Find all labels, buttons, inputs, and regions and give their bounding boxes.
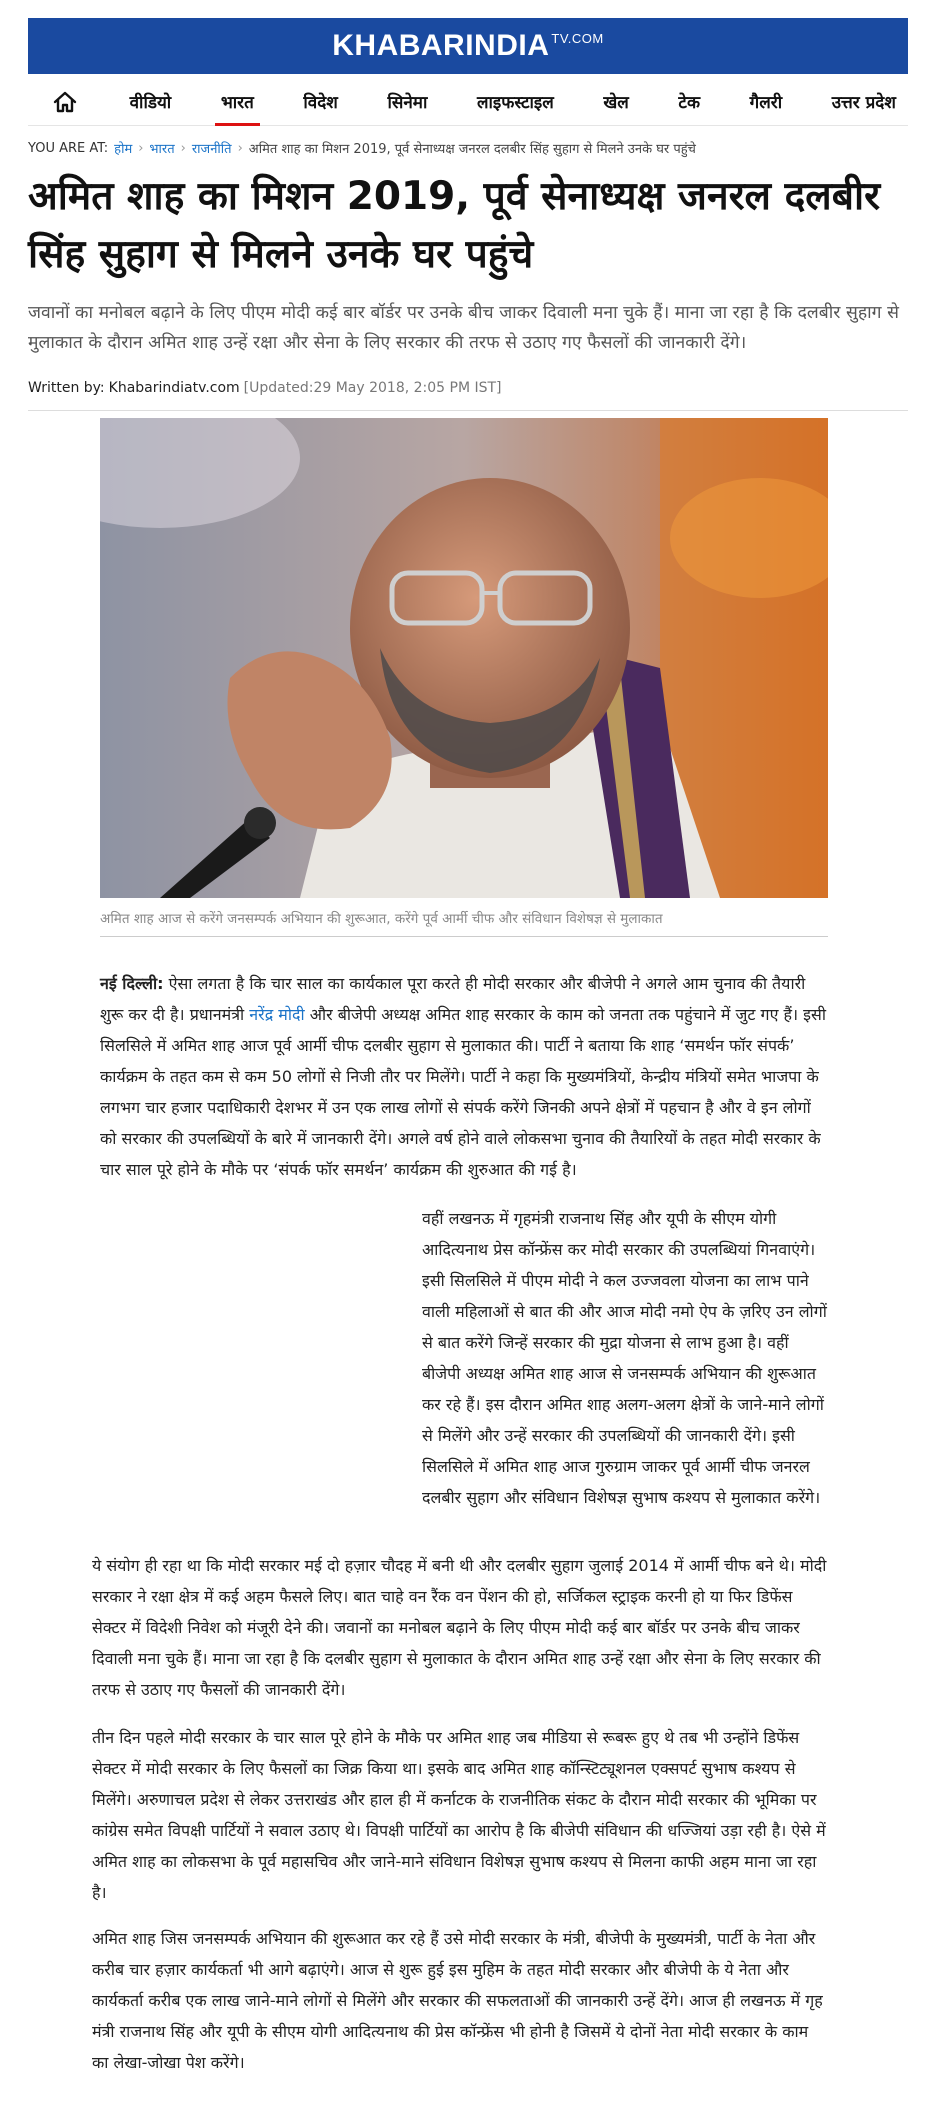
nav-item-bharat[interactable]: भारत — [221, 78, 254, 126]
hero-photo — [100, 418, 828, 898]
main-nav — [28, 78, 908, 126]
nav-home[interactable] — [50, 87, 80, 117]
breadcrumb-section[interactable]: भारत — [149, 142, 175, 157]
nav-item-tech[interactable]: टेक — [678, 93, 701, 113]
byline — [28, 376, 908, 400]
byline-label: Written by: — [28, 380, 105, 396]
site-header — [28, 18, 908, 74]
nav-item-uttar-pradesh[interactable]: उत्तर प्रदेश — [831, 93, 896, 113]
logo-text: KHABARINDIA — [332, 29, 550, 62]
article-paragraph: अमित शाह जिस जनसम्पर्क अभियान की शुरूआत कर रहे हैं उसे मोदी सरकार के मंत्री, बीजेपी के मुख्यमंत्री, पार्टी के नेता और करीब चार हज़ार कार्यकर्ता भी आगे बढ़ाएंगे। आज से शुरू हुई इस मुहिम के तहत मोदी सरकार और बीजेपी के ये नेता और कार्यकर्ता करीब एक लाख जाने-माने लोगों से मिलेंगे और सरकार की सफलताओं की जानकारी उन्हें देंगे। आज ही लखनऊ में गृह मंत्री राजनाथ सिंह और यूपी के सीएम योगी आदित्यनाथ की प्रेस कॉन्फ्रेंस भी होनी है जिसमें ये दोनों नेता मोदी सरकार के काम का लेखा-जोखा पेश करेंगे। — [92, 1929, 823, 2072]
article-paragraph: ये संयोग ही रहा था कि मोदी सरकार मई दो हज़ार चौदह में बनी थी और दलबीर सुहाग जुलाई 2014 में आर्मी चीफ बने थे। मोदी सरकार ने रक्षा क्षेत्र में कई अहम फैसले लिए। बात चाहे वन रैंक वन पेंशन की हो, सर्जिकल स्ट्राइक करनी हो या फिर डिफेंस सेक्टर में विदेशी निवेश को मंजूरी देने की। जवानों का मनोबल बढ़ाने के लिए पीएम मोदी कई बार बॉर्डर पर उनके बीच जाकर दिवाली मना चुके हैं। माना जा रहा है कि दलबीर सुहाग से मुलाकात के दौरान अमित शाह उन्हें रक्षा और सेना के लिए सरकार की तरफ से उठाए गए फैसलों की जानकारी देंगे। — [92, 1556, 827, 1699]
article-headline: अमित शाह का मिशन 2019, पूर्व सेनाध्यक्ष जनरल दलबीर सिंह सुहाग से मिलने उनके घर पहुंचे — [28, 174, 881, 277]
paragraph-text: और बीजेपी अध्यक्ष अमित शाह सरकार के काम को जनता तक पहुंचाने में जुट गए हैं। इसी सिलसिले में अमित शाह आज पूर्व आर्मी चीफ दलबीर सुहाग से मुलाकात की। पार्टी ने बताया कि शाह ‘समर्थन फॉर संपर्क’ कार्यक्रम के तहत कम से कम 50 लोगों से निजी तौर पर मिलेंगे। पार्टी ने कहा कि मुख्यमंत्रियों, केन्द्रीय मंत्रियों समेत भाजपा के लगभग चार हजार पदाधिकारी देशभर में उन एक लाख लोगों से संपर्क करेंगे जिनकी अपने क्षेत्रों में पहचान है और वे इन लोगों को सरकार की उपलब्धियों के बारे में जानकारी देंगे। अगले वर्ष होने वाले लोकसभा चुनाव की तैयारियों के तहत मोदी सरकार के चार साल पूरे होने के मौके पर ‘संपर्क फॉर समर्थन’ कार्यक्रम की शुरुआत की गई है। — [100, 1005, 826, 1179]
nav-item-gallery[interactable]: गैलरी — [749, 93, 783, 113]
article-summary: जवानों का मनोबल बढ़ाने के लिए पीएम मोदी कई बार बॉर्डर पर उनके बीच जाकर दिवाली मना चुके हैं। माना जा रहा है कि दलबीर सुहाग से मुलाकात के दौरान अमित शाह उन्हें रक्षा और सेना के लिए सरकार की तरफ से उठाए गए फैसलों की जानकारी देंगे। — [28, 303, 899, 353]
nav-item-lifestyle[interactable]: लाइफस्टाइल — [476, 93, 554, 113]
breadcrumb-separator: › — [237, 140, 243, 156]
site-logo[interactable] — [332, 29, 604, 63]
nav-item-video[interactable]: वीडियो — [129, 93, 172, 113]
dateline: नई दिल्ली: — [100, 974, 164, 993]
breadcrumb-prefix: YOU ARE AT: — [28, 140, 109, 156]
nav-item-khel[interactable]: खेल — [603, 93, 629, 113]
breadcrumb-separator: › — [138, 140, 144, 156]
home-icon — [52, 90, 78, 114]
article-paragraph — [100, 968, 828, 1185]
breadcrumb-home[interactable]: होम — [114, 142, 133, 157]
article-paragraph: वहीं लखनऊ में गृहमंत्री राजनाथ सिंह और यूपी के सीएम योगी आदित्यनाथ प्रेस कॉन्फ्रेंस कर मोदी सरकार की उपलब्धियां गिनवाएंगे। इसी सिलसिले में पीएम मोदी ने कल उज्जवला योजना का लाभ पाने वाली महिलाओं से बात की और आज मोदी नमो ऐप के ज़रिए उन लोगों से बात करेंगे जिन्हें सरकार की मुद्रा योजना से लाभ हुआ है। वहीं बीजेपी अध्यक्ष अमित शाह आज से जनसम्पर्क अभियान की शुरूआत कर रहे हैं। इस दौरान अमित शाह अलग-अलग क्षेत्रों के जाने-माने लोगों से मिलेंगे और उन्हें सरकार की उपलब्धियों की जानकारी देंगे। इसी सिलसिले में अमित शाह आज गुरुग्राम जाकर पूर्व आर्मी चीफ जनरल दलबीर सुहाग और संविधान विशेषज्ञ सुभाष कश्यप से मुलाकात करेंगे। — [422, 1209, 827, 1507]
breadcrumb-separator: › — [180, 140, 186, 156]
logo-suffix: TV.COM — [551, 31, 604, 46]
article-hero-image — [100, 418, 828, 898]
divider — [28, 410, 908, 411]
byline-author: Khabarindiatv.com — [108, 380, 240, 396]
byline-updated: [Updated:29 May 2018, 2:05 PM IST] — [243, 380, 502, 396]
article-paragraph: तीन दिन पहले मोदी सरकार के चार साल पूरे होने के मौके पर अमित शाह जब मीडिया से रूबरू हुए थे तब भी उन्होंने डिफेंस सेक्टर में मोदी सरकार के लिए फैसलों का जिक्र किया था। इसके बाद अमित शाह कॉन्स्टिट्यूशनल एक्सपर्ट सुभाष कश्यप से मिलेंगे। अरुणाचल प्रदेश से लेकर उत्तराखंड और हाल ही में कर्नाटक के राजनीतिक संकट के दौरान मोदी सरकार की भूमिका पर कांग्रेस समेत विपक्षी पार्टियों ने सवाल उठाए थे। विपक्षी पार्टियों का आरोप है कि बीजेपी संविधान की धज्जियां उड़ा रही है। ऐसे में अमित शाह का लोकसभा के पूर्व महासचिव और जाने-माने संविधान विशेषज्ञ सुभाष कश्यप से मिलना काफी अहम माना जा रहा है। — [92, 1728, 826, 1902]
breadcrumb — [28, 135, 908, 161]
breadcrumb-subsection[interactable]: राजनीति — [191, 142, 232, 157]
breadcrumb-current: अमित शाह का मिशन 2019, पूर्व सेनाध्यक्ष जनरल दलबीर सिंह सुहाग से मिलने उनके घर पहुंचे — [248, 142, 696, 157]
image-caption: अमित शाह आज से करेंगे जनसम्पर्क अभियान की शुरूआत, करेंगे पूर्व आर्मी चीफ और संविधान विशेषज्ञ से मुलाकात — [100, 904, 828, 937]
nav-item-videsh[interactable]: विदेश — [303, 93, 338, 113]
inline-link-narendra-modi[interactable]: नरेंद्र मोदी — [249, 1005, 305, 1024]
nav-item-cinema[interactable]: सिनेमा — [387, 93, 428, 113]
paragraph-text: ऐसा लगता है कि चार साल का कार्यकाल पूरा करते ही मोदी सरकार और बीजेपी ने अगले आम चुनाव की तैयारी शुरू कर दी है। प्रधानमंत्री — [100, 974, 806, 1024]
